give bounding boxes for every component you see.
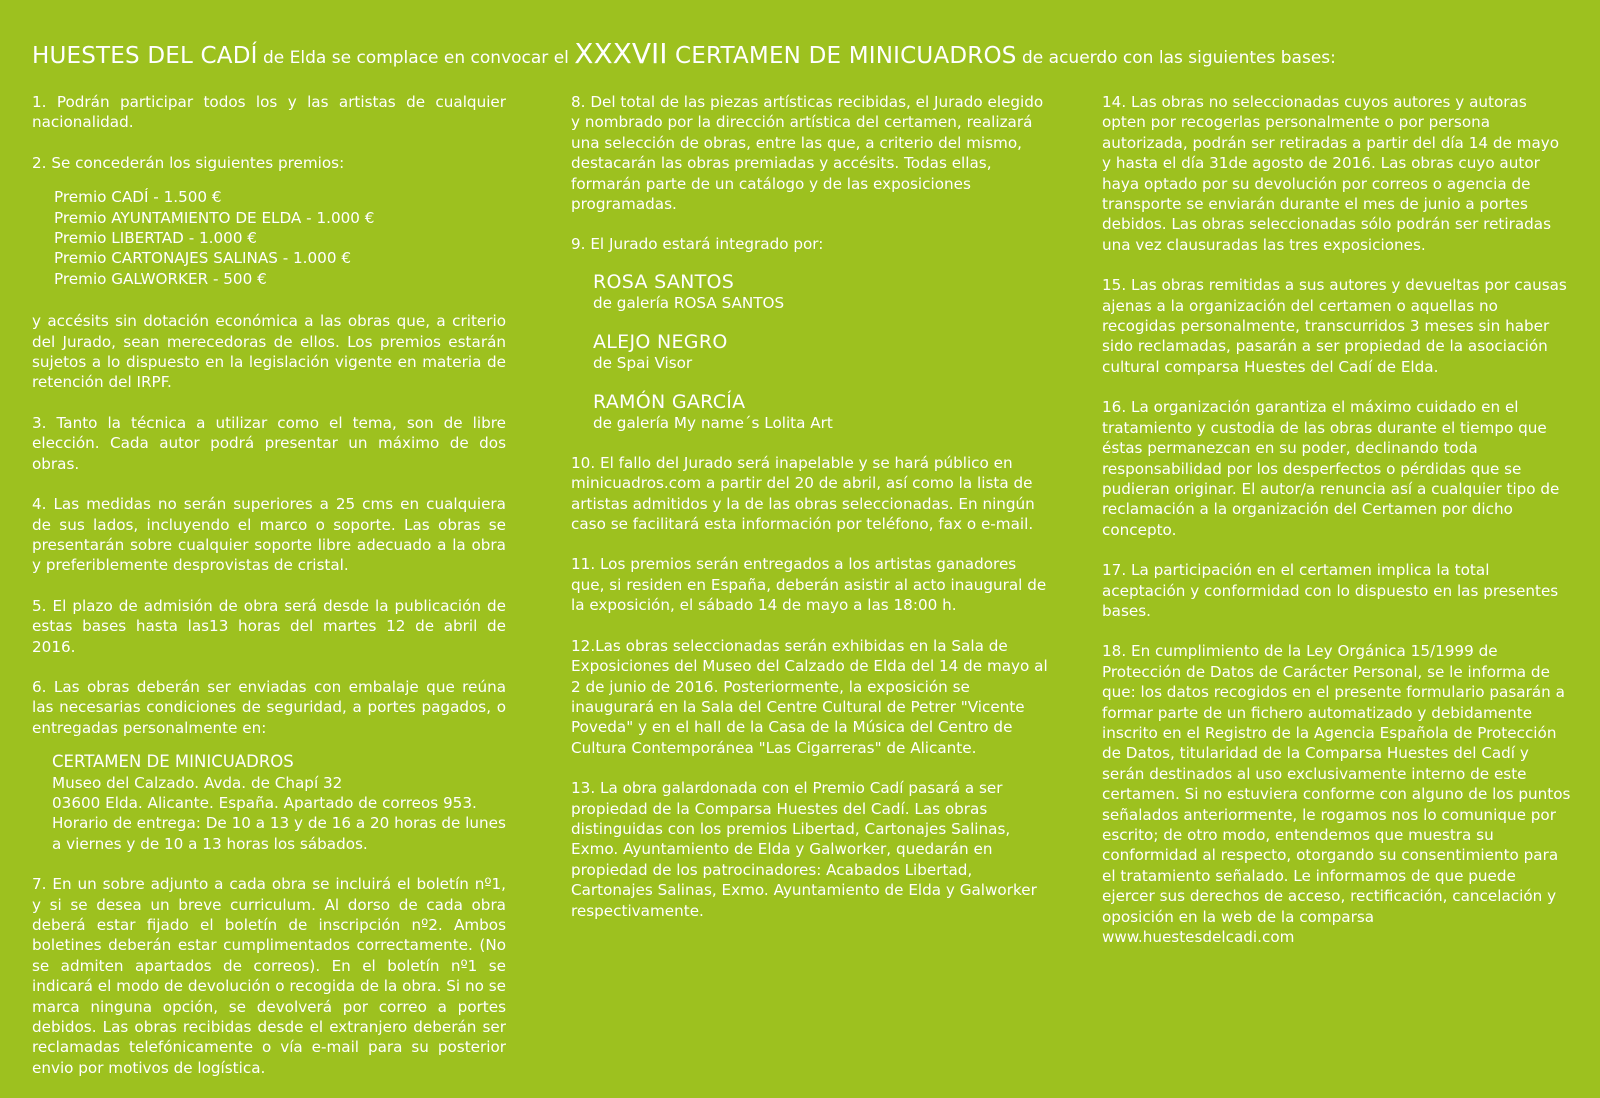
rule-5: 5. El plazo de admisión de obra será desde la publicación de estas bases hasta las13 horas del martes 12 de abril de 2016. (32, 596, 506, 656)
edition-number: XXXVII (574, 37, 668, 70)
rule-15: 15. Las obras remitidas a sus autores y devueltas por causas ajenas a la organización del certamen o aquellas no recogidas personalmente, transcurridos 3 meses sin haber sido reclamadas, pasarán a ser propiedad de la asociación cultural comparsa Huestes del Cadí de Elda. (1102, 276, 1567, 376)
website-link[interactable]: www.huestesdelcadi.com (1102, 928, 1295, 947)
juror (571, 271, 1051, 313)
rule-13: 13. La obra galardonada con el Premio Cadí pasará a ser propiedad de la Comparsa Huestes del Cadí. Las obras distinguidas con los premios Libertad, Cartonajes Salinas, Exmo. Ayuntamiento de Elda y Galworker, quedarán en propiedad de los patrocinadores: Acabados Libertad, Cartonajes Salinas, Exmo. Ayuntamiento de Elda y Galworker respectivamente. (571, 779, 1037, 920)
juror-affiliation: de galería My name´s Lolita Art (593, 413, 833, 432)
rule-2-intro: 2. Se concederán los siguientes premios: (32, 153, 345, 172)
document-header (32, 37, 1572, 70)
prize-item: Premio GALWORKER - 500 € (54, 269, 267, 288)
rule-14: 14. Las obras no seleccionadas cuyos autores y autoras opten por recogerlas personalmente o por persona autorizada, podrán ser retiradas a partir del día 14 de mayo y hasta el día 31de agosto de 2016. Las obras cuyo autor haya optado por su devolución por correos o agencia de transporte se enviarán durante el mes de junio a portes debidos. Las obras seleccionadas sólo podrán ser retiradas una vez clausuradas las tres exposiciones. (1102, 93, 1560, 254)
address-line: 03600 Elda. Alicante. España. Apartado de correos 953. (52, 793, 477, 812)
prize-item: Premio CADÍ - 1.500 € (54, 188, 222, 207)
rule-8: 8. Del total de las piezas artísticas recibidas, el Jurado elegido y nombrado por la dirección artística del certamen, realizará una selección de obras, entre las que, a criterio del mismo, destacarán las obras premiadas y accésits. Todas ellas, formarán parte de un catálogo y de las exposiciones programadas. (571, 93, 1044, 214)
juror-name: ALEJO NEGRO (593, 330, 728, 353)
prize-item: Premio LIBERTAD - 1.000 € (54, 229, 257, 248)
juror-affiliation: de Spai Visor (593, 353, 693, 372)
rule-9-intro: 9. El Jurado estará integrado por: (571, 235, 824, 254)
address-title: CERTAMEN DE MINICUADROS (52, 752, 294, 772)
rule-7: 7. En un sobre adjunto a cada obra se incluirá el boletín nº1, y si se desea un breve curriculum. Al dorso de cada obra deberá estar fijado el boletín de inscripción nº2. Ambos boletines deberán estar cumplimentados correctamente. (No se admiten apartados de correos). En el boletín nº1 se indicará el modo de devolución o recogida de la obra. Si no se marca ninguna opción, se devolverá por correo a portes debidos. Las obras recibidas desde el extranjero deberán ser reclamadas telefónicamente o vía e-mail para su posterior envio por motivos de logística. (32, 875, 506, 1077)
rule-18: 18. En cumplimiento de la Ley Orgánica 15/1999 de Protección de Datos de Carácter Personal, se le informa de que: los datos recogidos en el presente formulario pasarán a formar parte de un fichero automatizado y debidamente inscrito en el Registro de la Agencia Española de Protección de Datos, titularidad de la Comparsa Huestes del Cadí y serán destinados al uso exclusivamente interno de este certamen. Si no estuviera conforme con alguno de los puntos señalados anteriormente, le rogamos nos lo comunique por escrito; de otro modo, entendemos que muestra su conformidad al respecto, otorgando su consentimiento para el tratamiento señalado. Le informamos de que puede ejercer sus derechos de acceso, rectificación, cancelación y oposición en la web de la comparsa (1102, 642, 1571, 926)
rule-6: 6. Las obras deberán ser enviadas con embalaje que reúna las necesarias condiciones de seguridad, a portes pagados, o entregadas personalmente en: (32, 677, 506, 737)
header-outro: de acuerdo con las siguientes bases: (1016, 48, 1336, 68)
rule-16: 16. La organización garantiza el máximo cuidado en el tratamiento y custodia de las obras durante el tiempo que éstas permanezcan en su poder, declinando toda responsabilidad por los desperfectos o pérdidas que se pudieran originar. El autor/a renuncia así a cualquier tipo de reclamación a la organización del Certamen por dicho concepto. (1102, 398, 1560, 539)
juror (571, 391, 1051, 433)
address-line: Museo del Calzado. Avda. de Chapí 32 (52, 773, 343, 792)
rule-4: 4. Las medidas no serán superiores a 25 cms en cualquiera de sus lados, incluyendo el marco o soporte. Las obras se presentarán sobre cualquier soporte libre adecuado a la obra y preferiblemente desprovistas de cristal. (32, 495, 506, 575)
delivery-address (32, 752, 506, 854)
delivery-hours: Horario de entrega: De 10 a 13 y de 16 a 20 horas de lunes a viernes y de 10 a 13 horas los sábados. (52, 814, 506, 853)
prize-item: Premio CARTONAJES SALINAS - 1.000 € (54, 249, 351, 268)
column-right (1102, 92, 1572, 947)
juror-name: RAMÓN GARCÍA (593, 390, 746, 413)
rule-3: 3. Tanto la técnica a utilizar como el tema, son de libre elección. Cada autor podrá presentar un máximo de dos obras. (32, 413, 506, 473)
rule-12: 12.Las obras seleccionadas serán exhibidas en la Sala de Exposiciones del Museo del Calzado de Elda del 14 de mayo al 2 de junio de 2016. Posteriormente, la exposición se inaugurará en la Sala del Centre Cultural de Petrer "Vicente Poveda" y en el hall de la Casa de la Música del Centro de Cultura Contemporánea "Las Cigarreras" de Alicante. (571, 636, 1048, 757)
org-name: HUESTES DEL CADÍ (32, 43, 258, 69)
header-intro: de Elda se complace en convocar el (257, 48, 575, 68)
rule-11: 11. Los premios serán entregados a los artistas ganadores que, si residen en España, deberán asistir al acto inaugural de la exposición, el sábado 14 de mayo a las 18:00 h. (571, 555, 1047, 615)
juror-name: ROSA SANTOS (593, 270, 735, 293)
column-middle (571, 92, 1051, 941)
rule-17: 17. La participación en el certamen implica la total aceptación y conformidad con lo dispuesto en las presentes bases. (1102, 561, 1559, 620)
juror (571, 331, 1051, 373)
rule-10: 10. El fallo del Jurado será inapelable y se hará público en minicuadros.com a partir del 20 de abril, así como la lista de artistas admitidos y la de las obras seleccionadas. En ningún caso se facilitará esta información por teléfono, fax o e-mail. (571, 453, 1035, 534)
contest-name: CERTAMEN DE MINICUADROS (667, 43, 1017, 69)
rule-1: 1. Podrán participar todos los y las artistas de cualquier nacionalidad. (32, 93, 506, 132)
prize-list (32, 187, 506, 289)
prize-item: Premio AYUNTAMIENTO DE ELDA - 1.000 € (54, 208, 375, 227)
column-left (32, 92, 506, 1098)
juror-affiliation: de galería ROSA SANTOS (593, 293, 785, 312)
rule-2-outro: y accésits sin dotación económica a las obras que, a criterio del Jurado, sean merecedoras de ellos. Los premios estarán sujetos a lo dispuesto en la legislación vigente en materia de retención del IRPF. (32, 312, 506, 392)
